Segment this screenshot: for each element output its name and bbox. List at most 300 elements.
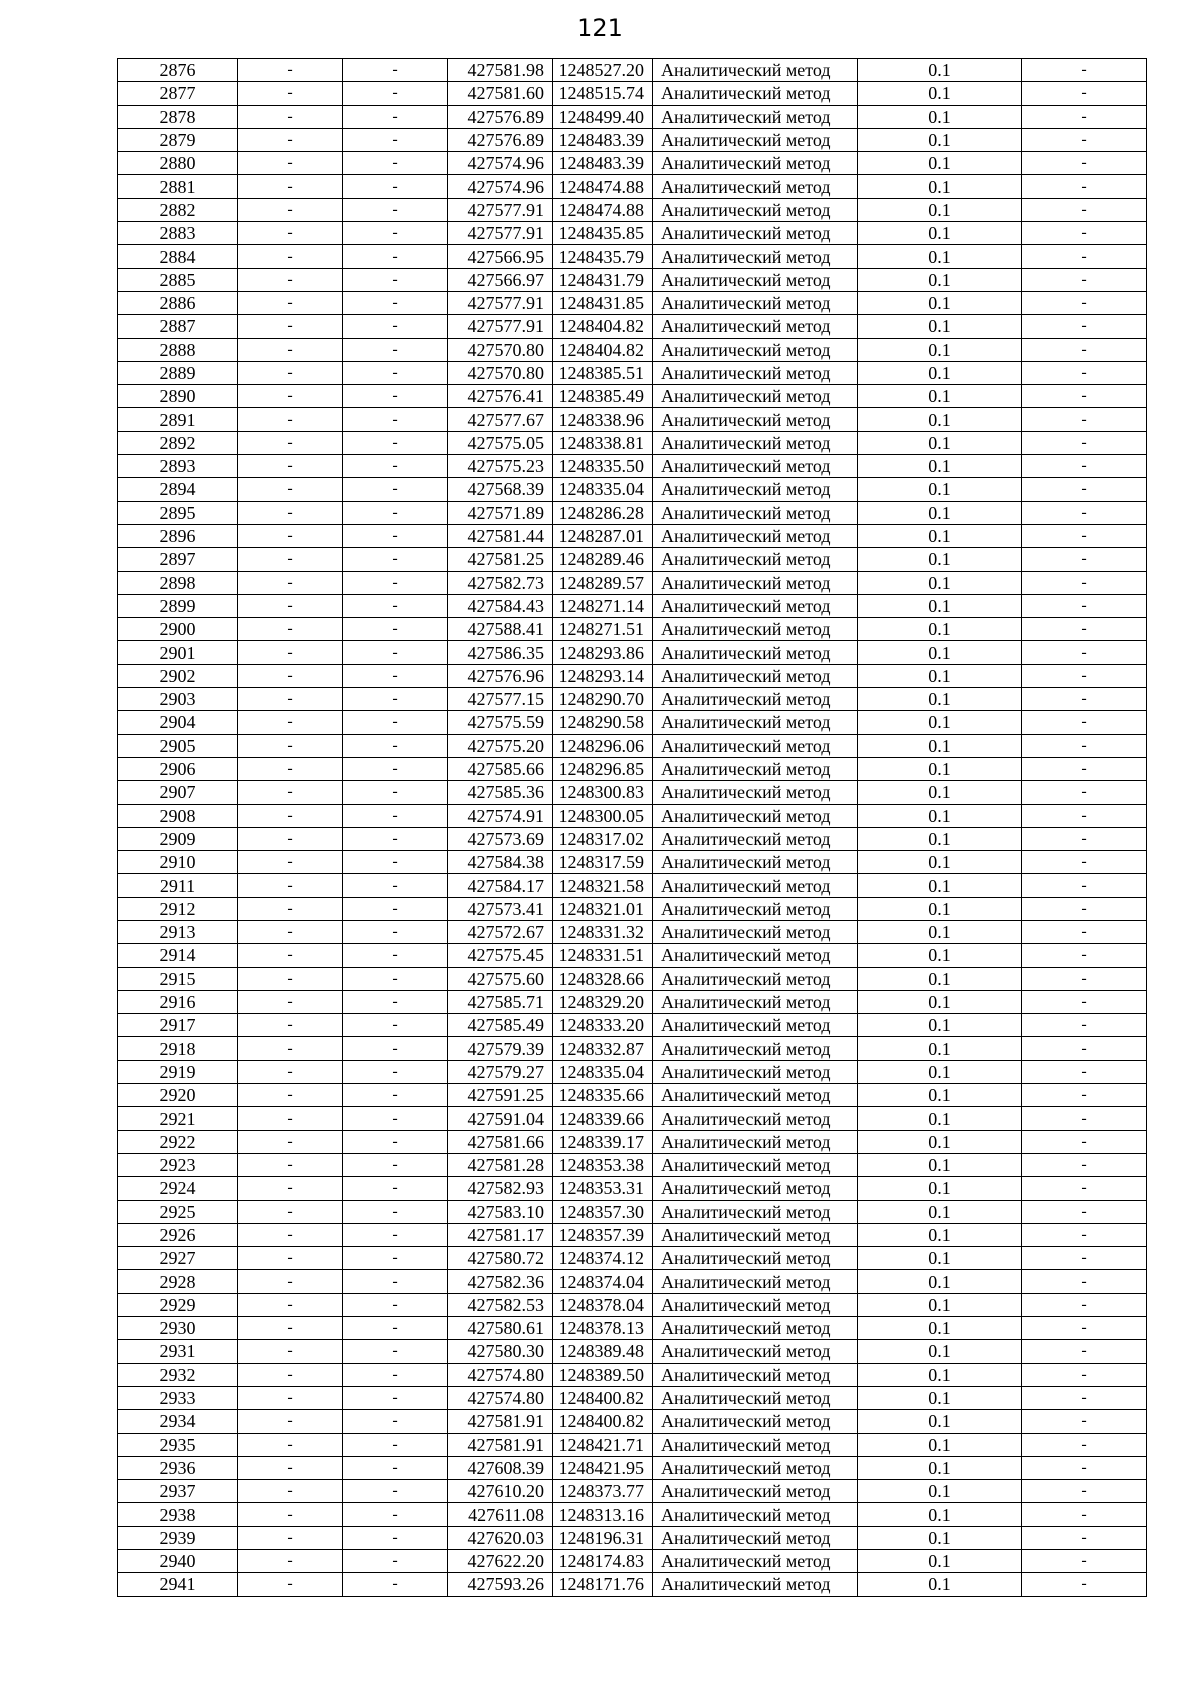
method-cell: Аналитический метод (653, 1480, 858, 1503)
empty-cell-c: - (1022, 1247, 1147, 1270)
method-cell: Аналитический метод (653, 688, 858, 711)
empty-cell-c: - (1022, 59, 1147, 82)
empty-cell-a: - (238, 571, 343, 594)
empty-cell-b: - (343, 827, 448, 850)
method-cell: Аналитический метод (653, 571, 858, 594)
empty-cell-c: - (1022, 1177, 1147, 1200)
empty-cell-b: - (343, 1107, 448, 1130)
y-coordinate-cell: 1248331.51 (553, 944, 653, 967)
point-number-cell: 2878 (118, 105, 238, 128)
table-row (118, 851, 1147, 874)
x-coordinate-cell: 427581.91 (448, 1410, 553, 1433)
y-coordinate-cell: 1248374.04 (553, 1270, 653, 1293)
empty-cell-c: - (1022, 361, 1147, 384)
y-coordinate-cell: 1248174.83 (553, 1550, 653, 1573)
x-coordinate-cell: 427610.20 (448, 1480, 553, 1503)
table-row (118, 524, 1147, 547)
table-row (118, 664, 1147, 687)
table-row (118, 222, 1147, 245)
x-coordinate-cell: 427577.91 (448, 222, 553, 245)
method-cell: Аналитический метод (653, 618, 858, 641)
empty-cell-c: - (1022, 291, 1147, 314)
y-coordinate-cell: 1248389.50 (553, 1363, 653, 1386)
table-row (118, 594, 1147, 617)
point-number-cell: 2881 (118, 175, 238, 198)
x-coordinate-cell: 427581.98 (448, 59, 553, 82)
empty-cell-c: - (1022, 478, 1147, 501)
method-cell: Аналитический метод (653, 897, 858, 920)
empty-cell-b: - (343, 1037, 448, 1060)
empty-cell-a: - (238, 128, 343, 151)
empty-cell-c: - (1022, 1037, 1147, 1060)
accuracy-cell: 0.1 (858, 944, 1022, 967)
empty-cell-b: - (343, 571, 448, 594)
empty-cell-c: - (1022, 1014, 1147, 1037)
x-coordinate-cell: 427585.71 (448, 990, 553, 1013)
table-row (118, 944, 1147, 967)
table-row (118, 1480, 1147, 1503)
empty-cell-a: - (238, 1200, 343, 1223)
method-cell: Аналитический метод (653, 920, 858, 943)
table-row (118, 1177, 1147, 1200)
empty-cell-b: - (343, 268, 448, 291)
empty-cell-b: - (343, 641, 448, 664)
empty-cell-c: - (1022, 175, 1147, 198)
point-number-cell: 2917 (118, 1014, 238, 1037)
empty-cell-a: - (238, 198, 343, 221)
accuracy-cell: 0.1 (858, 1247, 1022, 1270)
method-cell: Аналитический метод (653, 1550, 858, 1573)
empty-cell-a: - (238, 1550, 343, 1573)
x-coordinate-cell: 427575.45 (448, 944, 553, 967)
method-cell: Аналитический метод (653, 82, 858, 105)
empty-cell-a: - (238, 757, 343, 780)
point-number-cell: 2907 (118, 781, 238, 804)
point-number-cell: 2931 (118, 1340, 238, 1363)
empty-cell-c: - (1022, 1340, 1147, 1363)
empty-cell-a: - (238, 1340, 343, 1363)
table-row (118, 128, 1147, 151)
empty-cell-b: - (343, 1153, 448, 1176)
y-coordinate-cell: 1248374.12 (553, 1247, 653, 1270)
empty-cell-a: - (238, 1177, 343, 1200)
empty-cell-b: - (343, 874, 448, 897)
empty-cell-b: - (343, 408, 448, 431)
table-row (118, 1223, 1147, 1246)
y-coordinate-cell: 1248339.66 (553, 1107, 653, 1130)
empty-cell-a: - (238, 82, 343, 105)
empty-cell-c: - (1022, 804, 1147, 827)
accuracy-cell: 0.1 (858, 385, 1022, 408)
empty-cell-c: - (1022, 664, 1147, 687)
point-number-cell: 2900 (118, 618, 238, 641)
table-row (118, 1153, 1147, 1176)
empty-cell-b: - (343, 920, 448, 943)
method-cell: Аналитический метод (653, 1060, 858, 1083)
empty-cell-b: - (343, 1060, 448, 1083)
method-cell: Аналитический метод (653, 711, 858, 734)
method-cell: Аналитический метод (653, 1433, 858, 1456)
empty-cell-b: - (343, 1433, 448, 1456)
method-cell: Аналитический метод (653, 548, 858, 571)
empty-cell-b: - (343, 967, 448, 990)
x-coordinate-cell: 427620.03 (448, 1526, 553, 1549)
empty-cell-a: - (238, 920, 343, 943)
table-row (118, 1340, 1147, 1363)
table-row (118, 1037, 1147, 1060)
point-number-cell: 2913 (118, 920, 238, 943)
empty-cell-b: - (343, 361, 448, 384)
empty-cell-c: - (1022, 1410, 1147, 1433)
method-cell: Аналитический метод (653, 222, 858, 245)
empty-cell-c: - (1022, 851, 1147, 874)
method-cell: Аналитический метод (653, 1270, 858, 1293)
empty-cell-b: - (343, 1386, 448, 1409)
x-coordinate-cell: 427577.67 (448, 408, 553, 431)
method-cell: Аналитический метод (653, 757, 858, 780)
y-coordinate-cell: 1248289.46 (553, 548, 653, 571)
accuracy-cell: 0.1 (858, 1037, 1022, 1060)
empty-cell-a: - (238, 1084, 343, 1107)
method-cell: Аналитический метод (653, 1014, 858, 1037)
y-coordinate-cell: 1248300.05 (553, 804, 653, 827)
accuracy-cell: 0.1 (858, 827, 1022, 850)
x-coordinate-cell: 427579.27 (448, 1060, 553, 1083)
table-row (118, 1526, 1147, 1549)
point-number-cell: 2883 (118, 222, 238, 245)
x-coordinate-cell: 427580.61 (448, 1317, 553, 1340)
accuracy-cell: 0.1 (858, 1130, 1022, 1153)
empty-cell-a: - (238, 268, 343, 291)
empty-cell-c: - (1022, 105, 1147, 128)
x-coordinate-cell: 427574.80 (448, 1363, 553, 1386)
method-cell: Аналитический метод (653, 1107, 858, 1130)
point-number-cell: 2914 (118, 944, 238, 967)
accuracy-cell: 0.1 (858, 245, 1022, 268)
table-row (118, 1293, 1147, 1316)
y-coordinate-cell: 1248378.13 (553, 1317, 653, 1340)
method-cell: Аналитический метод (653, 1363, 858, 1386)
table-row (118, 757, 1147, 780)
empty-cell-b: - (343, 990, 448, 1013)
x-coordinate-cell: 427570.80 (448, 338, 553, 361)
table-row (118, 268, 1147, 291)
empty-cell-b: - (343, 1456, 448, 1479)
accuracy-cell: 0.1 (858, 315, 1022, 338)
x-coordinate-cell: 427575.60 (448, 967, 553, 990)
empty-cell-c: - (1022, 1573, 1147, 1596)
accuracy-cell: 0.1 (858, 82, 1022, 105)
accuracy-cell: 0.1 (858, 1177, 1022, 1200)
method-cell: Аналитический метод (653, 1410, 858, 1433)
method-cell: Аналитический метод (653, 1503, 858, 1526)
x-coordinate-cell: 427581.91 (448, 1433, 553, 1456)
table-row (118, 408, 1147, 431)
table-row (118, 1107, 1147, 1130)
accuracy-cell: 0.1 (858, 1340, 1022, 1363)
x-coordinate-cell: 427581.17 (448, 1223, 553, 1246)
x-coordinate-cell: 427577.91 (448, 315, 553, 338)
accuracy-cell: 0.1 (858, 571, 1022, 594)
accuracy-cell: 0.1 (858, 408, 1022, 431)
accuracy-cell: 0.1 (858, 1503, 1022, 1526)
y-coordinate-cell: 1248483.39 (553, 152, 653, 175)
method-cell: Аналитический метод (653, 1037, 858, 1060)
point-number-cell: 2879 (118, 128, 238, 151)
page-number: 121 (577, 14, 623, 42)
method-cell: Аналитический метод (653, 1153, 858, 1176)
x-coordinate-cell: 427574.96 (448, 175, 553, 198)
x-coordinate-cell: 427588.41 (448, 618, 553, 641)
x-coordinate-cell: 427577.91 (448, 291, 553, 314)
x-coordinate-cell: 427581.28 (448, 1153, 553, 1176)
empty-cell-b: - (343, 664, 448, 687)
empty-cell-c: - (1022, 385, 1147, 408)
empty-cell-b: - (343, 1247, 448, 1270)
point-number-cell: 2905 (118, 734, 238, 757)
point-number-cell: 2902 (118, 664, 238, 687)
y-coordinate-cell: 1248321.01 (553, 897, 653, 920)
empty-cell-a: - (238, 478, 343, 501)
accuracy-cell: 0.1 (858, 1107, 1022, 1130)
table-row (118, 1084, 1147, 1107)
point-number-cell: 2923 (118, 1153, 238, 1176)
y-coordinate-cell: 1248400.82 (553, 1386, 653, 1409)
y-coordinate-cell: 1248357.39 (553, 1223, 653, 1246)
table-row (118, 431, 1147, 454)
table-row (118, 291, 1147, 314)
empty-cell-b: - (343, 1200, 448, 1223)
y-coordinate-cell: 1248335.50 (553, 455, 653, 478)
empty-cell-a: - (238, 827, 343, 850)
table-row (118, 1410, 1147, 1433)
x-coordinate-cell: 427581.60 (448, 82, 553, 105)
accuracy-cell: 0.1 (858, 1386, 1022, 1409)
empty-cell-c: - (1022, 1317, 1147, 1340)
point-number-cell: 2908 (118, 804, 238, 827)
empty-cell-c: - (1022, 408, 1147, 431)
x-coordinate-cell: 427591.25 (448, 1084, 553, 1107)
method-cell: Аналитический метод (653, 967, 858, 990)
empty-cell-a: - (238, 1573, 343, 1596)
empty-cell-a: - (238, 501, 343, 524)
method-cell: Аналитический метод (653, 315, 858, 338)
accuracy-cell: 0.1 (858, 804, 1022, 827)
empty-cell-c: - (1022, 455, 1147, 478)
x-coordinate-cell: 427586.35 (448, 641, 553, 664)
method-cell: Аналитический метод (653, 734, 858, 757)
x-coordinate-cell: 427575.23 (448, 455, 553, 478)
accuracy-cell: 0.1 (858, 1456, 1022, 1479)
empty-cell-a: - (238, 385, 343, 408)
accuracy-cell: 0.1 (858, 268, 1022, 291)
empty-cell-b: - (343, 1526, 448, 1549)
point-number-cell: 2886 (118, 291, 238, 314)
accuracy-cell: 0.1 (858, 851, 1022, 874)
point-number-cell: 2938 (118, 1503, 238, 1526)
y-coordinate-cell: 1248431.79 (553, 268, 653, 291)
point-number-cell: 2906 (118, 757, 238, 780)
table-row (118, 804, 1147, 827)
empty-cell-a: - (238, 361, 343, 384)
empty-cell-b: - (343, 315, 448, 338)
x-coordinate-cell: 427608.39 (448, 1456, 553, 1479)
empty-cell-c: - (1022, 524, 1147, 547)
point-number-cell: 2901 (118, 641, 238, 664)
empty-cell-a: - (238, 664, 343, 687)
method-cell: Аналитический метод (653, 874, 858, 897)
empty-cell-a: - (238, 851, 343, 874)
empty-cell-c: - (1022, 967, 1147, 990)
accuracy-cell: 0.1 (858, 175, 1022, 198)
point-number-cell: 2898 (118, 571, 238, 594)
point-number-cell: 2884 (118, 245, 238, 268)
method-cell: Аналитический метод (653, 664, 858, 687)
y-coordinate-cell: 1248290.70 (553, 688, 653, 711)
x-coordinate-cell: 427574.96 (448, 152, 553, 175)
empty-cell-b: - (343, 1084, 448, 1107)
x-coordinate-cell: 427575.05 (448, 431, 553, 454)
point-number-cell: 2904 (118, 711, 238, 734)
y-coordinate-cell: 1248329.20 (553, 990, 653, 1013)
empty-cell-a: - (238, 1247, 343, 1270)
accuracy-cell: 0.1 (858, 688, 1022, 711)
empty-cell-c: - (1022, 1130, 1147, 1153)
empty-cell-a: - (238, 1153, 343, 1176)
point-number-cell: 2916 (118, 990, 238, 1013)
table-row (118, 967, 1147, 990)
accuracy-cell: 0.1 (858, 664, 1022, 687)
empty-cell-a: - (238, 711, 343, 734)
point-number-cell: 2887 (118, 315, 238, 338)
empty-cell-a: - (238, 245, 343, 268)
x-coordinate-cell: 427572.67 (448, 920, 553, 943)
accuracy-cell: 0.1 (858, 59, 1022, 82)
y-coordinate-cell: 1248196.31 (553, 1526, 653, 1549)
table-row (118, 641, 1147, 664)
method-cell: Аналитический метод (653, 1317, 858, 1340)
point-number-cell: 2925 (118, 1200, 238, 1223)
accuracy-cell: 0.1 (858, 874, 1022, 897)
table-row (118, 105, 1147, 128)
x-coordinate-cell: 427566.97 (448, 268, 553, 291)
empty-cell-c: - (1022, 1200, 1147, 1223)
x-coordinate-cell: 427593.26 (448, 1573, 553, 1596)
y-coordinate-cell: 1248353.31 (553, 1177, 653, 1200)
table-row (118, 734, 1147, 757)
table-row (118, 245, 1147, 268)
empty-cell-b: - (343, 618, 448, 641)
y-coordinate-cell: 1248271.14 (553, 594, 653, 617)
point-number-cell: 2910 (118, 851, 238, 874)
empty-cell-a: - (238, 1480, 343, 1503)
y-coordinate-cell: 1248404.82 (553, 338, 653, 361)
accuracy-cell: 0.1 (858, 1550, 1022, 1573)
x-coordinate-cell: 427575.20 (448, 734, 553, 757)
table-row (118, 198, 1147, 221)
x-coordinate-cell: 427585.36 (448, 781, 553, 804)
point-number-cell: 2936 (118, 1456, 238, 1479)
table-row (118, 1386, 1147, 1409)
method-cell: Аналитический метод (653, 1526, 858, 1549)
empty-cell-c: - (1022, 874, 1147, 897)
point-number-cell: 2891 (118, 408, 238, 431)
x-coordinate-cell: 427575.59 (448, 711, 553, 734)
table-row (118, 548, 1147, 571)
empty-cell-b: - (343, 548, 448, 571)
table-row (118, 781, 1147, 804)
empty-cell-c: - (1022, 222, 1147, 245)
empty-cell-a: - (238, 1410, 343, 1433)
method-cell: Аналитический метод (653, 1200, 858, 1223)
accuracy-cell: 0.1 (858, 128, 1022, 151)
empty-cell-a: - (238, 734, 343, 757)
empty-cell-a: - (238, 222, 343, 245)
point-number-cell: 2933 (118, 1386, 238, 1409)
accuracy-cell: 0.1 (858, 105, 1022, 128)
y-coordinate-cell: 1248339.17 (553, 1130, 653, 1153)
point-number-cell: 2877 (118, 82, 238, 105)
method-cell: Аналитический метод (653, 1247, 858, 1270)
x-coordinate-cell: 427576.89 (448, 128, 553, 151)
y-coordinate-cell: 1248338.81 (553, 431, 653, 454)
empty-cell-a: - (238, 1037, 343, 1060)
point-number-cell: 2918 (118, 1037, 238, 1060)
table-row (118, 1060, 1147, 1083)
y-coordinate-cell: 1248373.77 (553, 1480, 653, 1503)
empty-cell-a: - (238, 641, 343, 664)
point-number-cell: 2934 (118, 1410, 238, 1433)
empty-cell-b: - (343, 338, 448, 361)
x-coordinate-cell: 427581.44 (448, 524, 553, 547)
point-number-cell: 2930 (118, 1317, 238, 1340)
empty-cell-c: - (1022, 1084, 1147, 1107)
empty-cell-a: - (238, 524, 343, 547)
empty-cell-c: - (1022, 1456, 1147, 1479)
accuracy-cell: 0.1 (858, 478, 1022, 501)
method-cell: Аналитический метод (653, 175, 858, 198)
accuracy-cell: 0.1 (858, 548, 1022, 571)
x-coordinate-cell: 427573.69 (448, 827, 553, 850)
y-coordinate-cell: 1248483.39 (553, 128, 653, 151)
table-row (118, 827, 1147, 850)
x-coordinate-cell: 427581.66 (448, 1130, 553, 1153)
accuracy-cell: 0.1 (858, 361, 1022, 384)
accuracy-cell: 0.1 (858, 1573, 1022, 1596)
method-cell: Аналитический метод (653, 1084, 858, 1107)
point-number-cell: 2927 (118, 1247, 238, 1270)
method-cell: Аналитический метод (653, 827, 858, 850)
empty-cell-a: - (238, 594, 343, 617)
accuracy-cell: 0.1 (858, 757, 1022, 780)
y-coordinate-cell: 1248357.30 (553, 1200, 653, 1223)
accuracy-cell: 0.1 (858, 618, 1022, 641)
table-row (118, 618, 1147, 641)
point-number-cell: 2896 (118, 524, 238, 547)
empty-cell-a: - (238, 1223, 343, 1246)
method-cell: Аналитический метод (653, 1573, 858, 1596)
accuracy-cell: 0.1 (858, 1410, 1022, 1433)
y-coordinate-cell: 1248313.16 (553, 1503, 653, 1526)
empty-cell-c: - (1022, 1107, 1147, 1130)
y-coordinate-cell: 1248435.85 (553, 222, 653, 245)
table-row (118, 1014, 1147, 1037)
table-row (118, 874, 1147, 897)
empty-cell-a: - (238, 990, 343, 1013)
x-coordinate-cell: 427568.39 (448, 478, 553, 501)
method-cell: Аналитический метод (653, 431, 858, 454)
table-row (118, 361, 1147, 384)
